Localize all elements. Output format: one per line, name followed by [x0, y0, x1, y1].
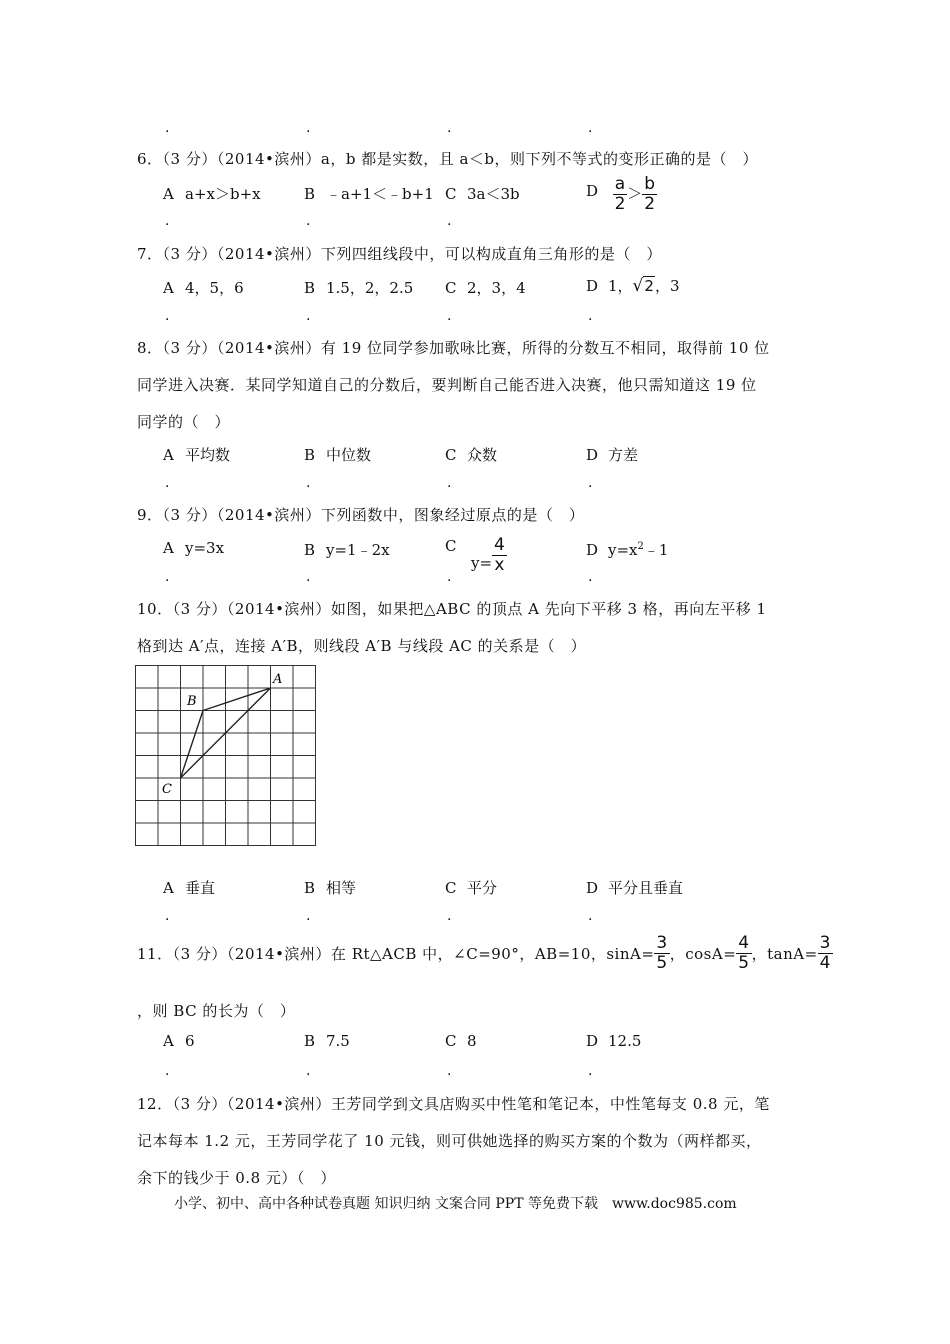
option-dot: .	[588, 475, 593, 491]
option-dot: .	[165, 908, 170, 924]
q6-option-c: C 3a＜3b	[445, 185, 520, 203]
q10-option-d: D 平分且垂直	[586, 879, 684, 897]
q7-option-a: A 4，5，6	[163, 279, 244, 297]
option-dot: .	[306, 1063, 311, 1079]
vertex-label-c: C	[162, 782, 172, 797]
option-dot: .	[447, 908, 452, 924]
page-footer: 小学、初中、高中各种试卷真题 知识归纳 文案合同 PPT 等免费下载 www.doc985.com	[174, 1196, 737, 1212]
option-dot: .	[306, 475, 311, 491]
fraction-b-over-2: $\frac{b}{2}$	[644, 174, 656, 214]
option-dot: .	[588, 908, 593, 924]
option-dot: .	[588, 569, 593, 585]
q8-option-a: A 平均数	[163, 446, 231, 464]
question-7: 7．（3 分）（2014•滨州）下列四组线段中，可以构成直角三角形的是（ ）	[137, 245, 662, 263]
q9-option-c: C	[445, 537, 457, 555]
question-6: 6．（3 分）（2014•滨州）a，b 都是实数，且 a＜b，则下列不等式的变形正确的是（ ）	[137, 150, 759, 168]
sqrt-2: √2	[632, 276, 654, 296]
q6-option-b: B ﹣a+1＜﹣b+1	[304, 185, 434, 203]
q6-option-a: A a+x＞b+x	[163, 185, 261, 203]
question-12-line-1: 12．（3 分）（2014•滨州）王芳同学到文具店购买中性笔和笔记本，中性笔每支 0.8 元，笔	[137, 1095, 770, 1113]
option-dot: .	[447, 569, 452, 585]
q7-option-b: B 1.5，2，2.5	[304, 279, 414, 297]
q6-option-d: D $\frac{a}{2}$ ＞ $\frac{b}{2}$	[586, 174, 656, 214]
q11-option-a: A 6	[163, 1032, 195, 1050]
q11-option-d: D 12.5	[586, 1032, 642, 1050]
option-dot: .	[165, 213, 170, 229]
q9-option-c-formula: y= $\frac{4}{x}$	[471, 535, 505, 575]
grid-figure	[135, 665, 317, 847]
question-8-line-2: 同学进入决赛．某同学知道自己的分数后，要判断自己能否进入决赛，他只需知道这 19 位	[137, 376, 757, 394]
option-dot: .	[588, 120, 593, 136]
q9-option-b: B y=1﹣2x	[304, 541, 390, 559]
option-dot: .	[447, 120, 452, 136]
option-dot: .	[306, 569, 311, 585]
q8-option-c: C 众数	[445, 446, 498, 464]
question-8-line-1: 8．（3 分）（2014•滨州）有 19 位同学参加歌咏比赛，所得的分数互不相同，取得前 10 位	[137, 339, 770, 357]
option-dot: .	[588, 1063, 593, 1079]
fraction-sin: $\frac{3}{5}$	[656, 933, 668, 973]
q10-option-b: B 相等	[304, 879, 357, 897]
q10-option-c: C 平分	[445, 879, 498, 897]
option-dot: .	[306, 120, 311, 136]
vertex-label-b: B	[187, 694, 197, 709]
q11-option-c: C 8	[445, 1032, 477, 1050]
option-dot: .	[306, 213, 311, 229]
question-10-line-2: 格到达 A′点，连接 A′B，则线段 A′B 与线段 AC 的关系是（ ）	[137, 637, 587, 655]
option-dot: .	[165, 475, 170, 491]
option-dot: .	[447, 1063, 452, 1079]
option-dot: .	[447, 475, 452, 491]
question-12-line-3: 余下的钱少于 0.8 元）（ ）	[137, 1169, 336, 1187]
q10-option-a: A 垂直	[163, 879, 216, 897]
option-dot: .	[165, 120, 170, 136]
option-dot: .	[306, 308, 311, 324]
q7-option-d: D 1，√2，3	[586, 276, 680, 296]
grid-lines	[136, 666, 316, 846]
fraction-a-over-2: $\frac{a}{2}$	[614, 174, 626, 214]
question-11-line-2: ，则 BC 的长为（ ）	[137, 1002, 296, 1020]
option-dot: .	[165, 308, 170, 324]
q8-option-d: D 方差	[586, 446, 639, 464]
q8-option-b: B 中位数	[304, 446, 372, 464]
q9-option-a: A y=3x	[163, 539, 225, 557]
fraction-4-over-x: $\frac{4}{x}$	[494, 535, 505, 575]
option-dot: .	[306, 908, 311, 924]
fraction-cos: $\frac{4}{5}$	[738, 933, 750, 973]
q11-option-b: B 7.5	[304, 1032, 350, 1050]
option-dot: .	[447, 308, 452, 324]
question-11-line-1: 11．（3 分）（2014•滨州）在 Rt△ACB 中，∠C=90°，AB=10，sinA= $\frac{3}{5}$ ，cosA= $\frac{4}{5}$ ，tanA= $\frac{3}{4}$	[137, 933, 831, 973]
option-dot: .	[165, 569, 170, 585]
option-dot: .	[447, 213, 452, 229]
option-dot: .	[165, 1063, 170, 1079]
option-dot: .	[588, 308, 593, 324]
vertex-label-a: A	[273, 672, 283, 687]
q9-option-d: D $y=x^2﹣1$	[586, 541, 669, 559]
question-8-line-3: 同学的（ ）	[137, 413, 231, 431]
question-12-line-2: 记本每本 1.2 元，王芳同学花了 10 元钱，则可供她选择的购买方案的个数为（两样都买，	[137, 1132, 762, 1150]
question-9: 9．（3 分）（2014•滨州）下列函数中，图象经过原点的是（ ）	[137, 506, 585, 524]
question-10-line-1: 10．（3 分）（2014•滨州）如图，如果把△ABC 的顶点 A 先向下平移 3 格，再向左平移 1	[137, 600, 767, 618]
fraction-tan: $\frac{3}{4}$	[819, 933, 831, 973]
q7-option-c: C 2，3，4	[445, 279, 526, 297]
